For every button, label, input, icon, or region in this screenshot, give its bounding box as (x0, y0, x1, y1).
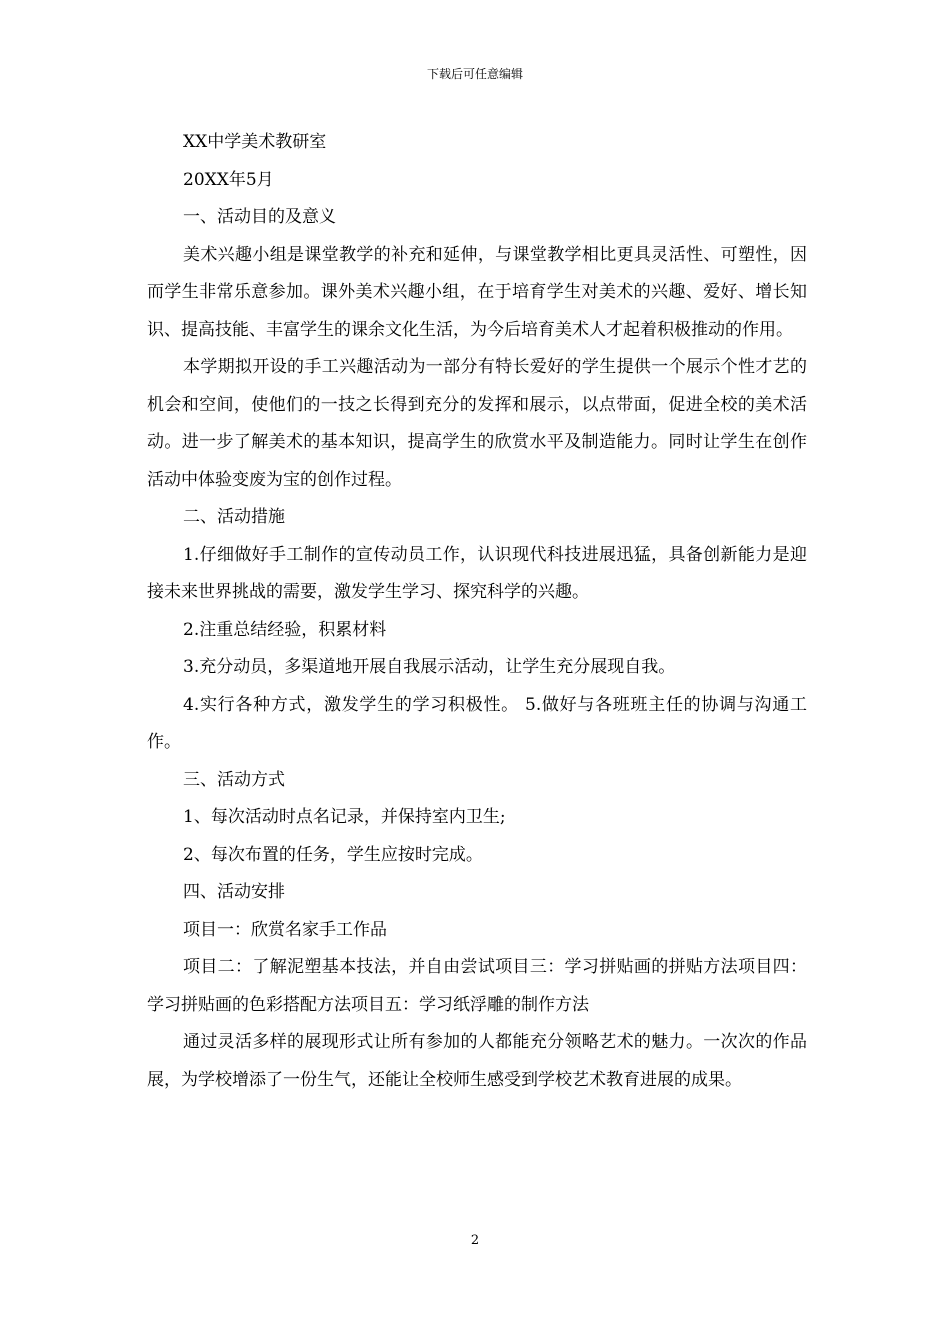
schedule-item-1: 项目一：欣赏名家手工作品 (183, 919, 387, 940)
org-line: XX中学美术教研室 (183, 132, 327, 152)
section-heading-methods: 三、活动方式 (183, 769, 285, 790)
date-line: 20XX年5月 (183, 169, 274, 190)
measure-item-4-5: 4.实行各种方式，激发学生的学习积极性。 5.做好与各班班主任的协调与沟通工作。 (147, 694, 807, 752)
measure-item-1: 1.仔细做好手工制作的宣传动员工作，认识现代科技进展迅猛，具备创新能力是迎接未来世界挑战的需要，激发学生学习、探究科学的兴趣。 (147, 544, 807, 602)
paragraph-purpose-1: 美术兴趣小组是课堂教学的补充和延伸，与课堂教学相比更具灵活性、可塑性，因而学生非常乐意参加。课外美术兴趣小组，在于培育学生对美术的兴趣、爱好、增长知识、提高技能、丰富学生的课余文化生活，为今后培育美术人才起着积极推动的作用。 (147, 244, 807, 340)
method-item-1: 1、每次活动时点名记录，并保持室内卫生; (183, 807, 506, 827)
document-body (147, 124, 807, 1099)
paragraph-purpose-2: 本学期拟开设的手工兴趣活动为一部分有特长爱好的学生提供一个展示个性才艺的机会和空间，使他们的一技之长得到充分的发挥和展示，以点带面，促进全校的美术活动。进一步了解美术的基本知识，提高学生的欣赏水平及制造能力。同时让学生在创作活动中体验变废为宝的创作过程。 (147, 357, 807, 490)
schedule-items-2-5: 项目二：了解泥塑基本技法，并自由尝试项目三：学习拼贴画的拼贴方法项目四：学习拼贴画的色彩搭配方法项目五：学习纸浮雕的制作方法 (147, 957, 807, 1015)
paragraph-conclusion: 通过灵活多样的展现形式让所有参加的人都能充分领略艺术的魅力。一次次的作品展，为学校增添了一份生气，还能让全校师生感受到学校艺术教育进展的成果。 (147, 1032, 807, 1090)
section-heading-purpose: 一、活动目的及意义 (183, 207, 336, 227)
section-heading-schedule: 四、活动安排 (183, 882, 285, 902)
measure-item-3: 3.充分动员，多渠道地开展自我展示活动，让学生充分展现自我。 (183, 657, 676, 677)
method-item-2: 2、每次布置的任务，学生应按时完成。 (183, 844, 483, 865)
page-header: 下载后可任意编辑 (426, 67, 523, 81)
page-number: 2 (470, 1233, 480, 1248)
section-heading-measures: 二、活动措施 (183, 507, 285, 527)
measure-item-2: 2.注重总结经验，积累材料 (183, 619, 387, 640)
